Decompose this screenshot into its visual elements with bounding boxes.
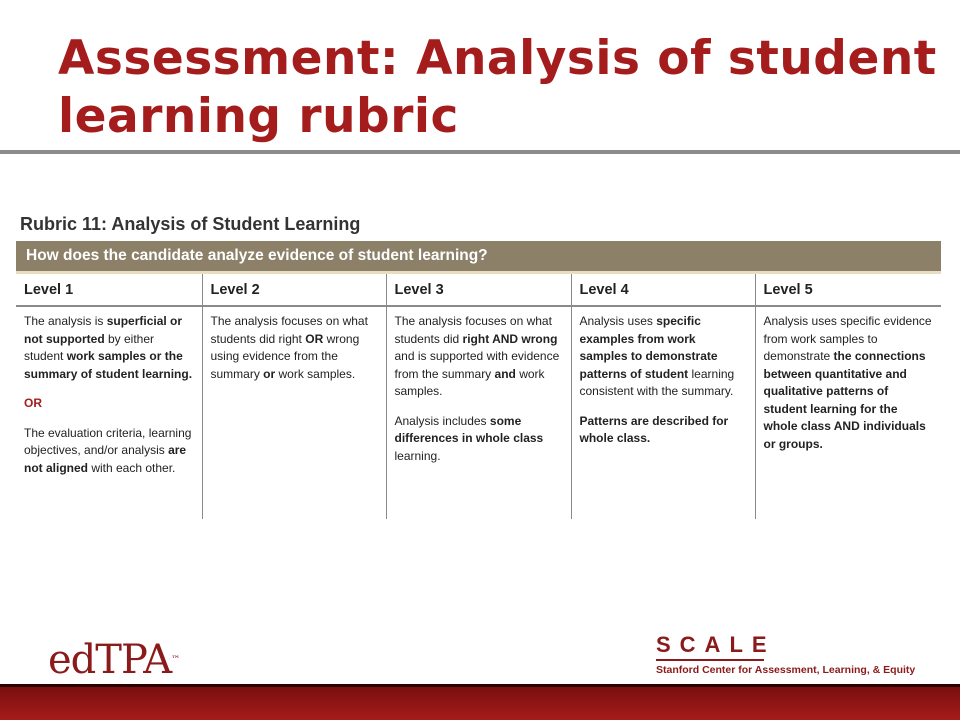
bold-text-run: Patterns are described for whole class. — [579, 413, 729, 445]
text-run: work samples. — [394, 366, 545, 398]
bold-text-run: some differences in whole class — [394, 413, 544, 445]
text-run: work samples. — [275, 366, 356, 381]
level-4-header: Level 4 — [571, 274, 755, 306]
bold-text-run: or — [263, 366, 276, 381]
footer-band — [0, 684, 960, 720]
rubric-description-row — [16, 306, 941, 519]
level-3-description — [395, 313, 563, 401]
text-run: with each other. — [88, 460, 176, 475]
bold-text-run: specific examples from work samples to demonstrate patterns of student — [579, 314, 718, 381]
rubric-header-row — [16, 274, 941, 306]
level-2-cell — [202, 306, 386, 519]
text-run: wrong using evidence from the summary — [210, 331, 360, 381]
level-1-or: OR — [24, 396, 42, 410]
edtpa-trademark: ™ — [171, 655, 181, 665]
level-2-header: Level 2 — [202, 274, 386, 306]
level-4-description — [580, 313, 747, 401]
scale-logo-underline — [656, 659, 764, 661]
edtpa-logo-text: edTPA — [48, 637, 172, 683]
rubric-table — [16, 274, 941, 519]
text-run: Analysis uses specific evidence from work samples to demonstrate — [763, 314, 932, 363]
rubric-question-bar: How does the candidate analyze evidence of student learning? — [16, 241, 941, 271]
bold-text-run: are not aligned — [24, 443, 187, 475]
text-run: learning consistent with the summary. — [579, 366, 735, 398]
level-2-description — [211, 313, 378, 383]
bold-text-run: and — [494, 366, 516, 381]
level-5-header: Level 5 — [755, 274, 941, 306]
text-run: Analysis includes — [394, 413, 490, 428]
level-5-cell — [755, 306, 941, 519]
text-run: and is supported with evidence from the summary — [394, 349, 560, 381]
level-3-additional — [395, 413, 563, 466]
text-run: The analysis focuses on what students did — [394, 314, 552, 346]
text-run: learning. — [394, 448, 441, 463]
title-divider — [0, 150, 960, 154]
text-run: by either student — [24, 331, 155, 363]
bold-text-run: work samples or the summary of student learning. — [24, 349, 193, 381]
scale-logo: SCALE — [656, 632, 776, 657]
rubric-heading: Rubric 11: Analysis of Student Learning — [20, 214, 361, 234]
level-1-header: Level 1 — [16, 274, 202, 306]
level-1-alternative — [24, 425, 194, 478]
level-4-cell — [571, 306, 755, 519]
bold-text-run: the connections between quantitative and qualitative patterns of student learning for the whole class AND individuals or groups. — [763, 349, 926, 451]
bold-text-run: superficial or not supported — [24, 314, 183, 346]
scale-subtitle: Stanford Center for Assessment, Learning, & Equity — [656, 664, 916, 676]
level-3-cell — [386, 306, 571, 519]
level-3-header: Level 3 — [386, 274, 571, 306]
text-run: The analysis is — [24, 314, 107, 328]
edtpa-logo — [48, 637, 181, 683]
bold-text-run: right AND wrong — [462, 331, 558, 346]
level-5-description — [764, 313, 934, 453]
slide-title: Assessment: Analysis of student learning rubric — [58, 31, 937, 144]
level-1-cell — [16, 306, 202, 519]
text-run: Analysis uses — [579, 314, 657, 328]
bold-text-run: OR — [305, 331, 324, 346]
text-run: The evaluation criteria, learning objectives, and/or analysis — [24, 425, 192, 457]
level-1-description — [24, 313, 194, 383]
level-4-additional — [580, 413, 747, 448]
text-run: The analysis focuses on what students did right — [210, 314, 368, 346]
